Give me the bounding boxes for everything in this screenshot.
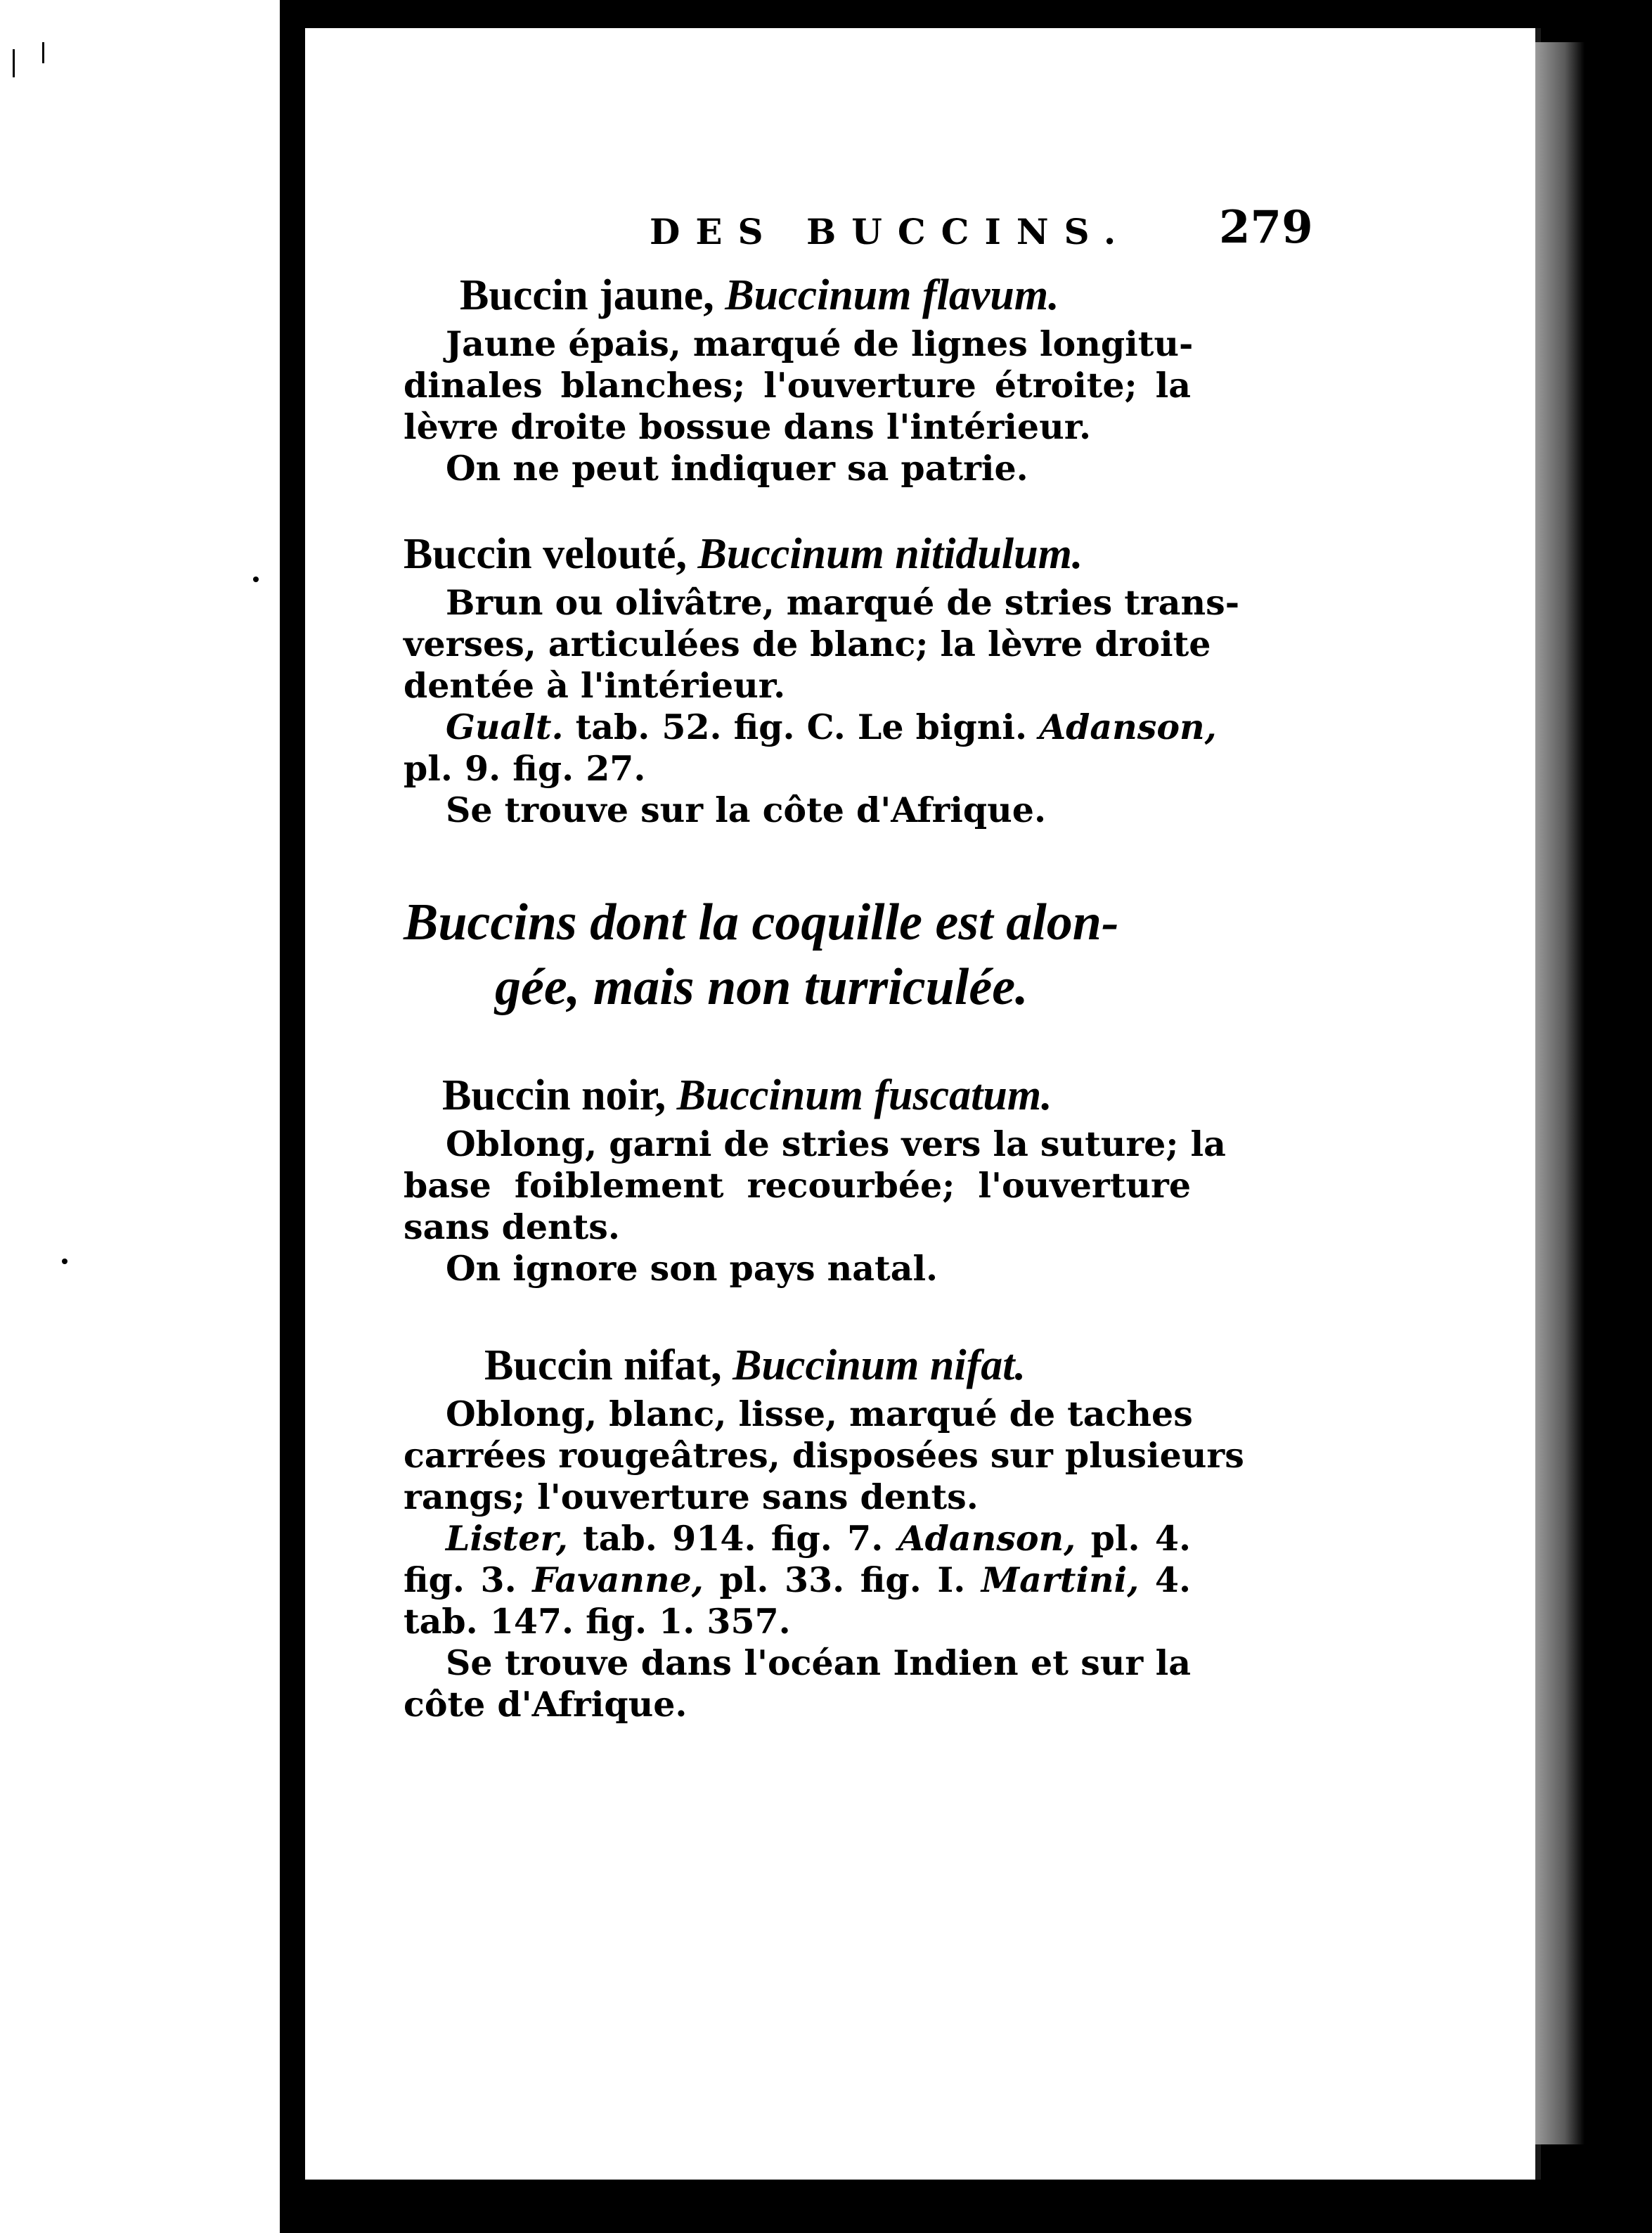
- entry-title: [404, 1067, 1500, 1124]
- book-page: [305, 28, 1541, 2180]
- running-head-title: DES BUCCINS.: [650, 211, 1132, 252]
- facing-page-edge: [0, 0, 280, 2233]
- speck: [62, 1259, 67, 1264]
- section-heading-line: Buccins dont la coquille est alon-: [404, 894, 1119, 951]
- entry-latin-name: Buccinum nifat.: [733, 1341, 1026, 1389]
- reference-line: [404, 1559, 1191, 1601]
- entry-latin-name: Buccinum flavum.: [725, 271, 1059, 319]
- text-line: verses, articulées de blanc; la lèvre droite: [404, 624, 1211, 664]
- ref-text: pl. 33. fig. I.: [719, 1559, 966, 1600]
- speck: [253, 577, 259, 582]
- text-line: côte d'Afrique.: [404, 1684, 688, 1725]
- text-line: Brun ou olivâtre, marqué de stries trans-: [446, 582, 1240, 623]
- author-ref: Adanson,: [1039, 707, 1217, 747]
- text-line: On ignore son pays natal.: [446, 1248, 938, 1289]
- reference-line: [404, 1518, 1191, 1559]
- entry-latin-name: Buccinum fuscatum.: [676, 1072, 1052, 1119]
- entry-description: [404, 1124, 1226, 1289]
- running-head: [404, 190, 1500, 267]
- section-heading: [404, 890, 1191, 1019]
- text-line: Se trouve sur la côte d'Afrique.: [446, 790, 1047, 830]
- text-line: dinales blanches; l'ouverture étroite; la: [404, 365, 1191, 406]
- entry-description: [404, 323, 1194, 489]
- reference-line: tab. 147. fig. 1. 357.: [404, 1601, 791, 1642]
- entry-common-name: Buccin jaune,: [460, 271, 714, 319]
- page-edge-shadow: [1535, 42, 1585, 2144]
- entry-title: [404, 1337, 1500, 1394]
- section-heading-line: gée, mais non turriculée.: [495, 958, 1028, 1016]
- text-line: dentée à l'intérieur.: [404, 665, 786, 706]
- facing-page-mark: [13, 49, 15, 77]
- entry-latin-name: Buccinum nitidulum.: [697, 530, 1083, 578]
- text-line: Oblong, blanc, lisse, marqué de taches: [446, 1394, 1193, 1434]
- author-ref: Martini,: [981, 1559, 1140, 1600]
- page-number: 279: [1219, 201, 1313, 254]
- text-line: lèvre droite bossue dans l'intérieur.: [404, 406, 1092, 447]
- text-line: carrées rougeâtres, disposées sur plusieurs: [404, 1435, 1244, 1476]
- text-line: pl. 9. fig. 27.: [404, 748, 646, 789]
- book-gutter: [280, 0, 305, 2233]
- author-ref: Lister,: [446, 1518, 568, 1559]
- text-line: Jaune épais, marqué de lignes longitu-: [446, 323, 1194, 364]
- author-ref: Favanne,: [532, 1559, 704, 1600]
- ref-text: pl. 4.: [1090, 1518, 1192, 1559]
- text-line: On ne peut indiquer sa patrie.: [446, 448, 1028, 489]
- text-line: Oblong, garni de stries vers la suture; la: [446, 1124, 1226, 1164]
- author-ref: Adanson,: [898, 1518, 1076, 1559]
- facing-page-mark: [42, 42, 44, 63]
- entry-title: [404, 526, 1500, 582]
- author-ref: Gualt.: [446, 707, 564, 747]
- reference-line: [404, 707, 1217, 748]
- entry-description: [404, 582, 1240, 831]
- entry-title: [404, 267, 1500, 323]
- text-line: base foiblement recourbée; l'ouverture: [404, 1165, 1191, 1206]
- text-line: rangs; l'ouverture sans dents.: [404, 1476, 979, 1517]
- entry-common-name: Buccin noir,: [442, 1072, 666, 1119]
- entry-common-name: Buccin velouté,: [404, 530, 687, 578]
- text-line: Se trouve dans l'océan Indien et sur la: [446, 1642, 1191, 1683]
- ref-text: tab. 52. fig. C. Le bigni.: [575, 707, 1028, 747]
- entry-description: [404, 1394, 1244, 1725]
- text-column: [404, 190, 1500, 1725]
- ref-text: 4.: [1154, 1559, 1192, 1600]
- text-line: sans dents.: [404, 1206, 620, 1247]
- ref-text: fig. 3.: [404, 1559, 517, 1600]
- ref-text: tab. 914. fig. 7.: [583, 1518, 884, 1559]
- entry-common-name: Buccin nifat,: [484, 1341, 722, 1389]
